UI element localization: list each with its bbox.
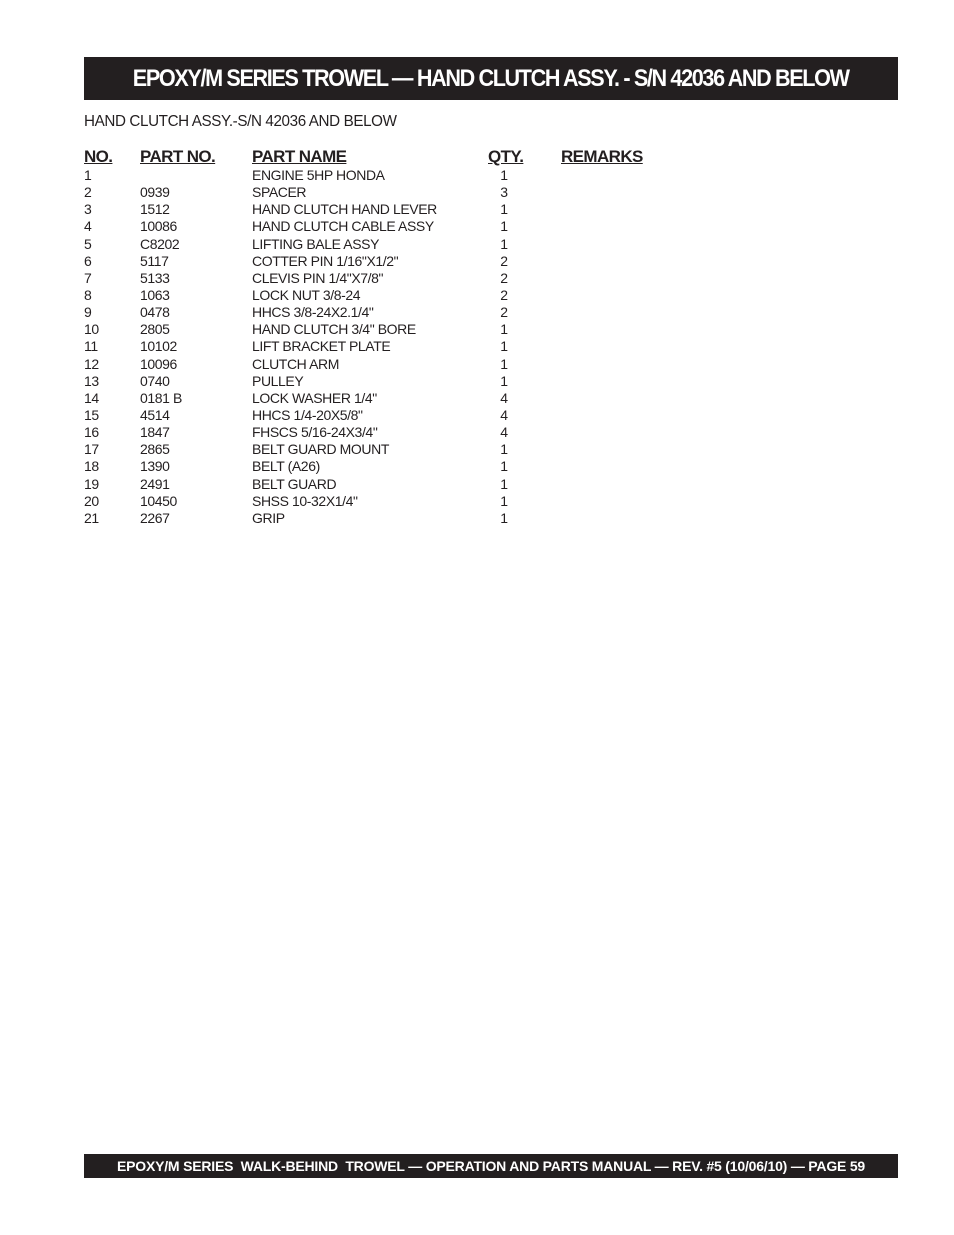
page-footer: EPOXY/M SERIES WALK-BEHIND TROWEL — OPERATION AND PARTS MANUAL — REV. #5 (10/06/10) — PAGE 59 [116, 1158, 866, 1174]
cell-part-no: 0939 [140, 184, 170, 201]
cell-qty: 1 [500, 492, 508, 509]
cell-part-no: 10086 [140, 218, 177, 235]
cell-no: 21 [84, 509, 99, 526]
cell-qty: 1 [500, 218, 508, 235]
cell-part-no: 10096 [140, 355, 177, 372]
header-part-name: PART NAME [252, 147, 347, 166]
cell-qty: 1 [500, 338, 508, 355]
cell-no: 20 [84, 492, 99, 509]
cell-qty: 1 [500, 201, 508, 218]
cell-qty: 2 [500, 286, 508, 303]
cell-no: 3 [84, 201, 92, 218]
cell-part-no: 1390 [140, 458, 170, 475]
cell-part-no: 4514 [140, 406, 170, 423]
cell-no: 12 [84, 355, 99, 372]
cell-part-name: CLEVIS PIN 1/4"X7/8" [252, 269, 384, 286]
cell-qty: 1 [500, 475, 508, 492]
cell-part-no: 10450 [140, 492, 177, 509]
cell-qty: 1 [500, 321, 508, 338]
cell-part-no: 2865 [140, 441, 170, 458]
cell-qty: 1 [500, 372, 508, 389]
cell-part-no: 2267 [140, 509, 170, 526]
page-title: EPOXY/M SERIES TROWEL — HAND CLUTCH ASSY. - S/N 42036 AND BELOW [133, 64, 849, 92]
cell-part-no: 2491 [140, 475, 170, 492]
cell-qty: 1 [500, 441, 508, 458]
cell-qty: 1 [500, 355, 508, 372]
cell-part-name: HAND CLUTCH 3/4" BORE [252, 321, 416, 338]
cell-no: 15 [84, 406, 99, 423]
cell-part-name: BELT GUARD MOUNT [252, 441, 389, 458]
cell-qty: 2 [500, 252, 508, 269]
cell-part-no: 5133 [140, 269, 170, 286]
cell-part-name: SHSS 10-32X1/4" [252, 492, 358, 509]
cell-part-no: 2805 [140, 321, 170, 338]
cell-part-name: LIFT BRACKET PLATE [252, 338, 391, 355]
section-subtitle: HAND CLUTCH ASSY.-S/N 42036 AND BELOW [84, 113, 397, 130]
cell-no: 2 [84, 184, 92, 201]
cell-part-name: ENGINE 5HP HONDA [252, 167, 385, 183]
cell-qty: 1 [500, 167, 508, 183]
cell-part-no: C8202 [140, 235, 180, 252]
cell-no: 16 [84, 424, 99, 441]
page-title-bar [84, 57, 898, 100]
cell-part-no: 0478 [140, 304, 170, 321]
cell-no: 5 [84, 235, 92, 252]
cell-part-no: 5117 [140, 252, 169, 269]
header-qty: QTY. [488, 147, 524, 166]
cell-no: 7 [84, 269, 92, 286]
cell-qty: 4 [500, 389, 508, 406]
cell-part-name: LOCK WASHER 1/4" [252, 389, 377, 406]
cell-no: 13 [84, 372, 99, 389]
header-remarks: REMARKS [561, 147, 643, 166]
cell-part-name: HAND CLUTCH HAND LEVER [252, 201, 437, 218]
cell-part-name: SPACER [252, 184, 307, 201]
cell-part-name: FHSCS 5/16-24X3/4" [252, 424, 378, 441]
cell-part-name: HHCS 3/8-24X2.1/4" [252, 304, 374, 321]
cell-qty: 1 [500, 458, 508, 475]
header-no: NO. [84, 147, 113, 166]
cell-no: 17 [84, 441, 99, 458]
cell-part-no: 1847 [140, 424, 170, 441]
cell-part-name: HHCS 1/4-20X5/8" [252, 406, 363, 423]
cell-part-no: 0740 [140, 372, 170, 389]
cell-part-no: 1063 [140, 286, 170, 303]
cell-part-name: BELT GUARD [252, 475, 337, 492]
cell-qty: 1 [500, 235, 508, 252]
header-part-no: PART NO. [140, 147, 216, 166]
cell-part-name: COTTER PIN 1/16"X1/2" [252, 252, 399, 269]
cell-part-name: CLUTCH ARM [252, 355, 340, 372]
cell-part-name: BELT (A26) [252, 458, 320, 475]
cell-qty: 4 [500, 406, 508, 423]
cell-qty: 2 [500, 304, 508, 321]
cell-part-name: HAND CLUTCH CABLE ASSY [252, 218, 434, 235]
cell-no: 11 [84, 338, 98, 355]
cell-no: 9 [84, 304, 92, 321]
cell-qty: 4 [500, 424, 508, 441]
cell-no: 18 [84, 458, 99, 475]
cell-no: 10 [84, 321, 99, 338]
cell-qty: 1 [500, 509, 508, 526]
cell-part-no: 10102 [140, 338, 177, 355]
cell-part-no: 0181 B [140, 389, 182, 406]
cell-no: 8 [84, 286, 92, 303]
cell-no: 4 [84, 218, 92, 235]
cell-part-name: LOCK NUT 3/8-24 [252, 286, 361, 303]
cell-no: 19 [84, 475, 99, 492]
cell-qty: 3 [500, 184, 508, 201]
cell-no: 6 [84, 252, 92, 269]
page-footer-bar [84, 1154, 898, 1178]
cell-part-no: 1512 [140, 201, 170, 218]
cell-part-name: PULLEY [252, 372, 304, 389]
cell-no: 1 [84, 167, 92, 183]
cell-no: 14 [84, 389, 99, 406]
cell-qty: 2 [500, 269, 508, 286]
cell-part-name: GRIP [252, 509, 285, 526]
cell-part-name: LIFTING BALE ASSY [252, 235, 380, 252]
